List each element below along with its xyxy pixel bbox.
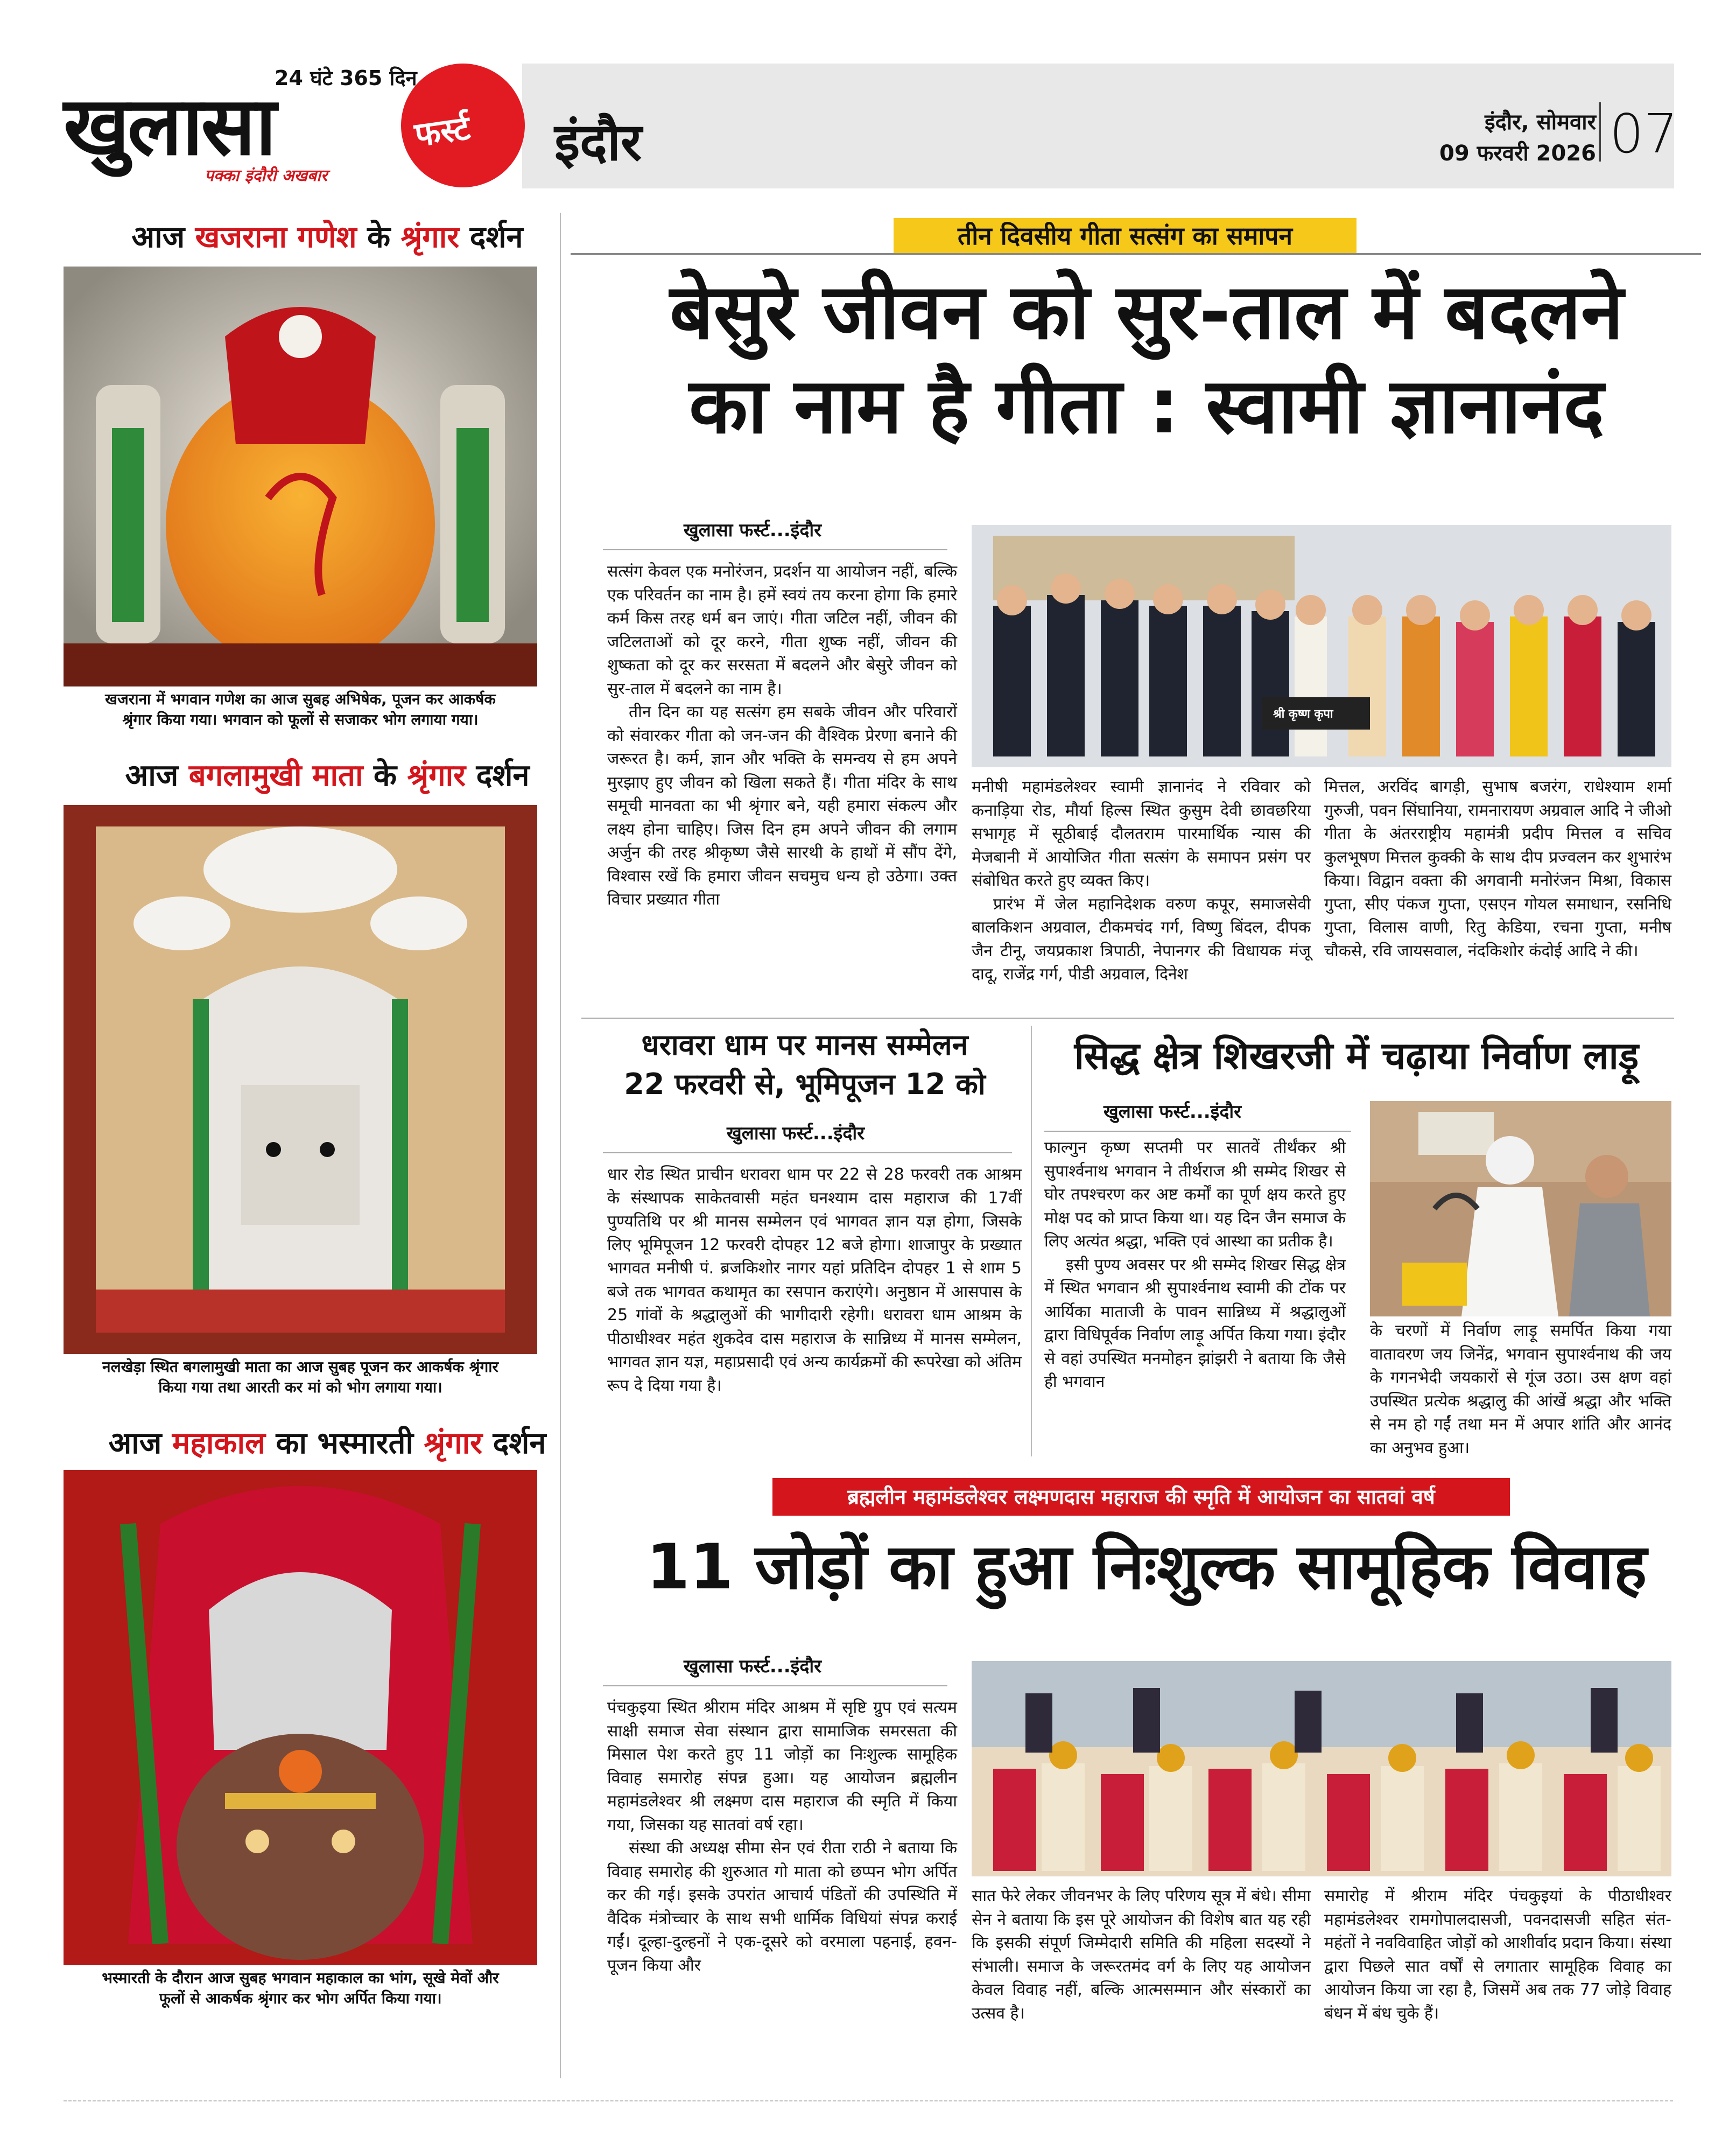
story4-wedding-photo	[972, 1661, 1671, 1876]
page-number: 07	[1610, 102, 1678, 165]
story1-group-photo	[972, 525, 1671, 767]
story4-headline: 11 जोड़ों का हुआ निःशुल्क सामूहिक विवाह	[646, 1531, 1647, 1603]
story1-headline-line2: का नाम है गीता : स्वामी ज्ञानानंद	[689, 362, 1604, 451]
page-number-separator	[1599, 102, 1601, 162]
story3-col2: के चरणों में निर्वाण लाड़ू समर्पित किया गया वातावरण जय जिनेंद्र, भगवान सुपार्श्वनाथ की जय के गगनभेदी जयकारों से गूंज उठा। उस क्षण वहां उपस्थित प्रत्येक श्रद्धालु की आंखें श्रद्धा और भक्ति से नम हो गईं तथा मन में अपार शांति और आनंद का अनुभव हुआ।	[1370, 1321, 1671, 1458]
story2-headline-line1: धरावरा धाम पर मानस सम्मेलन	[641, 1028, 968, 1062]
story1-kicker: तीन दिवसीय गीता सत्संग का समापन	[894, 218, 1357, 254]
story4-byline: खुलासा फर्स्ट...इंदौर	[684, 1656, 822, 1677]
mahakal-photo	[64, 1470, 537, 1965]
dateline-day: इंदौर, सोमवार	[1484, 110, 1596, 135]
title-highlight: श्रृंगार	[400, 220, 460, 255]
story1-para3: मनीषी महामंडलेश्वर स्वामी ज्ञानानंद ने रविवार को कनाड़िया रोड, मौर्या हिल्स स्थित कुसुम देवी छावछरिया सभागृह में सूठीबाई दौलतराम पारमार्थिक न्यास की मेजबानी में आयोजित गीता सत्संग के समापन प्रसंग पर संबोधित करते हुए व्यक्त किए।	[972, 777, 1311, 890]
story3-headline: सिद्ध क्षेत्र शिखरजी में चढ़ाया निर्वाण लाड़ू	[1074, 1034, 1639, 1078]
story4-para1: पंचकुइया स्थित श्रीराम मंदिर आश्रम में सृष्टि ग्रुप एवं सत्यम साक्षी समाज सेवा संस्थान द्वारा सामाजिक समरसता की मिसाल पेश करते हुए 11 जोड़ों का निःशुल्क सामूहिक विवाह समारोह संपन्न हुआ। यह आयोजन ब्रह्मलीन महामंडलेश्वर श्री लक्ष्मण दास महाराज की स्मृति में किया गया, जिसका यह सातवां वर्ष रहा।	[607, 1698, 957, 1834]
story2-headline-line2: 22 फरवरी से, भूमिपूजन 12 को	[624, 1067, 986, 1101]
mahakal-caption: भस्मारती के दौरान आज सुबह भगवान महाकाल का भांग, सूखे मेवों और फूलों से आकर्षक श्रृंगार कर भोग अर्पित किया गया।	[102, 1969, 499, 2007]
logo-subtitle: पक्का इंदौरी अखबार	[205, 166, 328, 185]
title-part: का भस्मारती	[265, 1426, 424, 1461]
dateline	[1439, 107, 1596, 169]
story4-para2: संस्था की अध्यक्ष सीमा सेन एवं रीता राठी ने बताया कि विवाह समारोह की शुरुआत गो माता को छप्पन भोग अर्पित कर की गई। इसके उपरांत आचार्य पंडितों की उपस्थिति में वैदिक मंत्रोच्चार के साथ सभी धार्मिक विधियां संपन्न कराई गईं। दूल्हा-दुल्हनों ने एक-दूसरे को वरमाला पहनाई, हवन-पूजन किया और	[607, 1839, 957, 1975]
story1-headline-line1: बेसुरे जीवन को सुर-ताल में बदलने	[670, 268, 1623, 356]
story1-para4: प्रारंभ में जेल महानिदेशक वरुण कपूर, समाजसेवी बालकिशन अग्रवाल, टीकमचंद गर्ग, विष्णु बिंदल, दीपक जैन टीनू, जयप्रकाश त्रिपाठी, नेपानगर की विधायक मंजू दादू, राजेंद्र गर्ग, पीडी अग्रवाल, दिनेश	[972, 894, 1311, 984]
story3-col1	[1044, 1136, 1346, 1394]
title-part: के	[363, 758, 407, 793]
dateline-date: 09 फरवरी 2026	[1439, 141, 1596, 166]
section-title-mahakal	[64, 1421, 591, 1462]
byline-rule	[603, 1685, 947, 1686]
baglamukhi-caption: नलखेड़ा स्थित बगलामुखी माता का आज सुबह पूजन कर आकर्षक श्रृंगार किया गया तथा आरती कर मां को भोग लगाया गया।	[102, 1358, 498, 1396]
story2-body: धार रोड स्थित प्राचीन धरावरा धाम पर 22 से 28 फरवरी तक आश्रम के संस्थापक साकेतवासी महंत घनश्याम दास महाराज की 17वीं पुण्यतिथि पर श्री मानस सम्मेलन एवं भागवत ज्ञान यज्ञ होगा, जिसके लिए भूमिपूजन 12 फरवरी दोपहर 12 बजे होगा। शाजापुर के प्रख्यात भागवत मनीषी पं. ब्रजकिशोर नागर यहां प्रतिदिन दोपहर 1 से शाम 5 बजे तक भागवत कथामृत का रसपान कराएंगे। अनुष्ठान में आसपास के 25 गांवों के श्रद्धालुओं की भागीदारी रहेगी। धरावरा धाम आश्रम के पीठाधीश्वर महंत शुकदेव दास महाराज के सान्निध्य में मानस सम्मेलन, भागवत ज्ञान यज्ञ, महाप्रसादी एवं अन्य कार्यक्रमों की रूपरेखा को अंतिम रूप दे दिया गया है।	[607, 1165, 1022, 1395]
khajrana-caption: खजराना में भगवान गणेश का आज सुबह अभिषेक, पूजन कर आकर्षक श्रृंगार किया गया। भगवान को फूलों से सजाकर भोग लगाया गया।	[105, 690, 496, 728]
title-highlight: खजराना गणेश	[195, 220, 357, 255]
footer-rule	[64, 2100, 1673, 2101]
story1-col2	[972, 775, 1311, 986]
kicker-rule	[571, 253, 1701, 255]
section-title-baglamukhi	[64, 754, 591, 795]
logo-brand-suffix: फर्स्ट	[412, 108, 473, 155]
story1-para1: सत्संग केवल एक मनोरंजन, प्रदर्शन या आयोजन नहीं, बल्कि एक परिवर्तन का नाम है। हमें स्वयं तय करना होगा कि हमारे कर्म किस तरह धर्म बन जाएं। गीता जटिल नहीं, जीवन की जटिलताओं को दूर करने, गीता शुष्क नहीं, जीवन की शुष्कता को दूर कर सरसता में बदलने और बेसुरे जीवन को सुर-ताल में बदलने का नाम है।	[607, 562, 957, 698]
title-highlight: बगलामुखी माता	[188, 758, 363, 793]
title-part: दर्शन	[459, 220, 523, 255]
story1-col1	[607, 560, 957, 912]
title-highlight: श्रृंगार	[407, 758, 466, 793]
story4-col2: सात फेरे लेकर जीवनभर के लिए परिणय सूत्र में बंधे। सीमा सेन ने बताया कि इस पूरे आयोजन की विशेष बात यह रही कि इसकी संपूर्ण जिम्मेदारी समिति की महिला सदस्यों ने संभाली। समाज के जरूरतमंद वर्ग के लिए यह आयोजन केवल विवाह नहीं, बल्कि आत्मसम्मान और संस्कारों का उत्सव है।	[972, 1887, 1311, 2023]
title-part: दर्शन	[482, 1426, 546, 1461]
edition-city: इंदौर	[554, 112, 642, 172]
story-divider	[1031, 1026, 1032, 1456]
photo-banner: श्री कृष्ण कृपा	[1273, 707, 1333, 721]
story1-para2: तीन दिन का यह सत्संग हम सबके जीवन और परिवारों को संवारकर गीता को जन-जन की वैश्विक प्रेरणा बनाने की जरूरत है। कर्म, ज्ञान और भक्ति के समन्वय से हम अपने मुरझाए हुए जीवन को खिला सकते हैं। गीता मंदिर के साथ समूची मानवता का भी श्रृंगार बने, यही हमारा संकल्प और लक्ष्य होना चाहिए। जिस दिन हम अपने जीवन की लगाम अर्जुन की तरह श्रीकृष्ण जैसे सारथी के हाथों में सौंप देंगे, विश्वास रखें कि हमारा जीवन सचमुच धन्य हो उठेगा। उक्त विचार प्रख्यात गीता	[607, 703, 957, 909]
byline-rule	[1044, 1131, 1351, 1132]
story4-kicker: ब्रह्मलीन महामंडलेश्वर लक्ष्मणदास महाराज की स्मृति में आयोजन का सातवां वर्ष	[772, 1478, 1510, 1516]
story3-para1: फाल्गुन कृष्ण सप्तमी पर सातवें तीर्थंकर श्री सुपार्श्वनाथ भगवान ने तीर्थराज श्री सम्मेद शिखर से घोर तपश्चरण कर अष्ट कर्मों का पूर्ण क्षय करते हुए मोक्ष पद को प्राप्त किया था। यह दिन जैन समाज के लिए अत्यंत श्रद्धा, भक्ति एवं आस्था का प्रतीक है।	[1044, 1138, 1346, 1251]
story2-byline: खुलासा फर्स्ट...इंदौर	[727, 1123, 865, 1144]
title-part: दर्शन	[466, 758, 530, 793]
logo-brand: खुलासा	[64, 80, 275, 173]
title-part: आज	[131, 220, 195, 255]
story1-byline: खुलासा फर्स्ट...इंदौर	[684, 520, 822, 541]
title-part: आज	[125, 758, 189, 793]
story3-para2: इसी पुण्य अवसर पर श्री सम्मेद शिखर सिद्ध क्षेत्र में स्थित भगवान श्री सुपार्श्वनाथ स्वामी की टोंक पर आर्यिका माताजी के पावन सान्निध्य में श्रद्धालुओं द्वारा विधिपूर्वक निर्वाण लाड़ू अर्पित किया गया। इंदौर से वहां उपस्थित मनमोहन झांझरी ने बताया कि जैसे ही भगवान	[1044, 1255, 1346, 1391]
story4-col1	[607, 1696, 957, 1977]
story3-byline: खुलासा फर्स्ट...इंदौर	[1104, 1101, 1242, 1123]
logo-tagline: 24 घंटे 365 दिन	[275, 66, 417, 90]
khajrana-ganesh-photo	[64, 267, 537, 686]
masthead	[0, 0, 1736, 194]
title-highlight: महाकाल	[172, 1426, 265, 1461]
section-title-khajrana	[64, 215, 591, 256]
story3-photo	[1370, 1101, 1671, 1316]
column-divider	[560, 213, 561, 2078]
byline-rule	[603, 1152, 1012, 1153]
title-part: आज	[108, 1426, 172, 1461]
title-part: के	[356, 220, 401, 255]
title-highlight: श्रृंगार	[424, 1426, 483, 1461]
byline-rule	[603, 549, 947, 550]
story2-headline	[581, 1026, 1028, 1104]
story1-col3: मित्तल, अरविंद बागड़ी, सुभाष बजरंग, राधेश्याम शर्मा गुरुजी, पवन सिंघानिया, रामनारायण अग्रवाल आदि ने जीओ गीता के अंतरराष्ट्रीय महामंत्री प्रदीप मित्तल व सचिव कुलभूषण मित्तल कुक्की के साथ दीप प्रज्वलन कर शुभारंभ किया। विद्वान वक्ता की अगवानी मनोरंजन मिश्रा, विकास गुप्ता, सीए पंकज गुप्ता, एसएन गोयल समाधान, रसनिधि गुप्ता, विलास वाणी, रितु केडिया, रचना गुप्ता, मनीष चौकसे, रवि जायसवाल, नंदकिशोर कंदोई आदि ने की।	[1324, 777, 1671, 961]
section-rule	[581, 1018, 1674, 1019]
story4-col3: समारोह में श्रीराम मंदिर पंचकुइयां के पीठाधीश्वर महामंडलेश्वर रामगोपालदासजी, पवनदासजी सहित संत-महंतों ने नवविवाहित जोड़ों को आशीर्वाद प्रदान किया। संस्था द्वारा पिछले सात वर्षों से लगातार सामूहिक विवाह का आयोजन किया जा रहा है, जिसमें अब तक 77 जोड़े विवाह बंधन में बंध चुके हैं।	[1324, 1887, 1671, 2023]
baglamukhi-photo	[64, 805, 537, 1354]
